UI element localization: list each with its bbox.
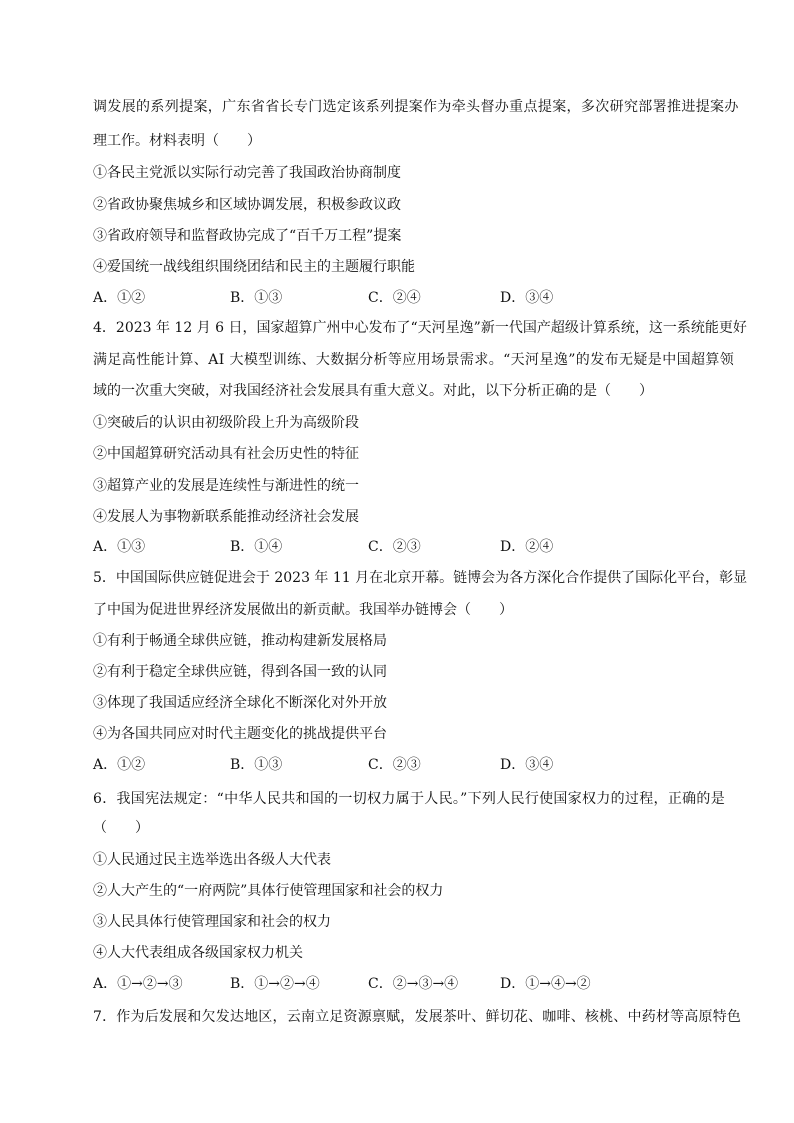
q6-item-3: ③人民具体行使管理国家和社会的权力 (93, 914, 331, 930)
q5-option-d: D．③④ (500, 757, 554, 773)
q6-item-4: ④人大代表组成各级国家权力机关 (93, 945, 303, 961)
q3-option-a: A．①② (93, 290, 146, 306)
q3-item-1: ①各民主党派以实际行动完善了我国政治协商制度 (93, 165, 401, 181)
q3-option-b: B．①③ (230, 290, 283, 306)
q6-option-a: A．①→②→③ (93, 976, 183, 992)
q4-item-3: ③超算产业的发展是连续性与渐进性的统一 (93, 478, 359, 494)
q6-option-c: C．②→③→④ (368, 976, 459, 992)
q5-option-b: B．①③ (230, 757, 283, 773)
q4-item-1: ①突破后的认识由初级阶段上升为高级阶段 (93, 415, 359, 431)
q5-stem-line-2: 了中国为促进世界经济发展做出的新贡献。我国举办链博会（ ） (93, 602, 513, 618)
q5-option-a: A．①② (93, 757, 146, 773)
q4-stem-line-3: 域的一次重大突破，对我国经济社会发展具有重大意义。对此，以下分析正确的是（ ） (93, 383, 653, 399)
q3-item-4: ④爱国统一战线组织围绕团结和民主的主题履行职能 (93, 259, 415, 275)
q4-option-b: B．①④ (230, 539, 283, 555)
q4-option-d: D．②④ (500, 539, 554, 555)
q6-stem-line-2: （ ） (93, 820, 149, 836)
q3-stem-line-1: 调发展的系列提案，广东省省长专门选定该系列提案作为牵头督办重点提案，多次研究部署推进提案办 (93, 99, 739, 115)
q5-stem-line-1: 5．中国国际供应链促进会于 2023 年 11 月在北京开幕。链博会为各方深化合作提供了国际化平台，彰显 (93, 570, 748, 586)
q6-option-d: D．①→④→② (500, 976, 591, 992)
q3-item-2: ②省政协聚焦城乡和区域协调发展，积极参政议政 (93, 197, 401, 213)
q5-item-2: ②有利于稳定全球供应链，得到各国一致的认同 (93, 664, 387, 680)
q4-option-c: C．②③ (368, 539, 421, 555)
q6-item-1: ①人民通过民主选举选出各级人大代表 (93, 852, 331, 868)
q4-stem-line-1: 4．2023 年 12 月 6 日，国家超算广州中心发布了“天河星逸”新一代国产超级计算系统，这一系统能更好 (93, 320, 747, 336)
q4-item-2: ②中国超算研究活动具有社会历史性的特征 (93, 446, 359, 462)
q5-item-4: ④为各国共同应对时代主题变化的挑战提供平台 (93, 726, 387, 742)
q5-option-c: C．②③ (368, 757, 421, 773)
q5-item-3: ③体现了我国适应经济全球化不断深化对外开放 (93, 695, 387, 711)
q3-item-3: ③省政府领导和监督政协完成了“百千万工程”提案 (93, 228, 402, 244)
q4-option-a: A．①③ (93, 539, 146, 555)
q3-option-d: D．③④ (500, 290, 554, 306)
q4-stem-line-2: 满足高性能计算、AI 大模型训练、大数据分析等应用场景需求。“天河星逸”的发布无疑是中国超算领 (93, 352, 735, 368)
q3-option-c: C．②④ (368, 290, 421, 306)
q6-option-b: B．①→②→④ (230, 976, 320, 992)
q3-stem-line-2: 理工作。材料表明（ ） (93, 133, 261, 149)
q6-item-2: ②人大产生的“一府两院”具体行使管理国家和社会的权力 (93, 883, 444, 899)
q7-stem-line-1: 7．作为后发展和欠发达地区，云南立足资源禀赋，发展茶叶、鲜切花、咖啡、核桃、中药材等高原特色 (93, 1009, 742, 1025)
q5-item-1: ①有利于畅通全球供应链，推动构建新发展格局 (93, 633, 387, 649)
q6-stem-line-1: 6．我国宪法规定：“中华人民共和国的一切权力属于人民。”下列人民行使国家权力的过程，正确的是 (93, 791, 726, 807)
q4-item-4: ④发展人为事物新联系能推动经济社会发展 (93, 509, 359, 525)
